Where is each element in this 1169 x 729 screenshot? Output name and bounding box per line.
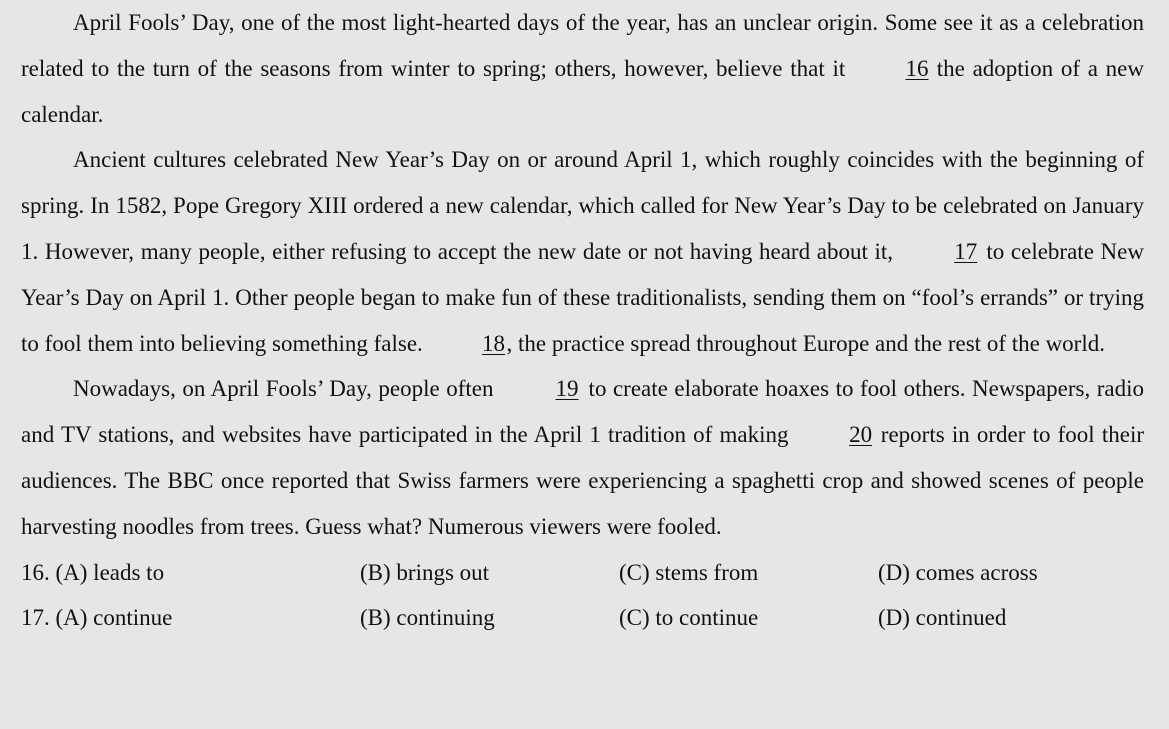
question-16-option-d[interactable]: (D) comes across — [878, 559, 1038, 585]
blank-19: 19 — [555, 376, 579, 402]
paragraph-1-text-before: April Fools’ Day, one of the most light-hearted days of the year, has an unclear origin. Some see it as a celebration related to the turn of the seasons from winter to spring; others, however, believe that it — [21, 10, 1144, 81]
question-17-option-d[interactable]: (D) continued — [878, 605, 1007, 631]
paragraph-3 — [21, 366, 1144, 549]
passage — [21, 0, 1144, 550]
paragraph-3-text-mid: to create elaborate hoaxes to fool others. Newspapers, radio and TV stations, and websites have participated in the April 1 tradition of making — [21, 376, 1144, 448]
question-17-option-c[interactable]: (C) to continue — [619, 605, 759, 631]
question-16-option-b[interactable]: (B) brings out — [360, 559, 490, 585]
question-16-option-a[interactable] — [21, 550, 360, 596]
answer-options — [21, 550, 1144, 642]
question-16-option-c[interactable]: (C) stems from — [619, 559, 759, 585]
blank-16: 16 — [905, 55, 929, 81]
question-17-number: 17. — [21, 605, 50, 631]
paragraph-3-text-after: reports in order to fool their audiences. The BBC once reported that Swiss farmers were experiencing a spaghetti crop and showed scenes of people harvesting noodles from trees. Guess what? Numerous viewers were fooled. — [21, 422, 1144, 539]
question-16-number: 16. — [21, 559, 50, 585]
question-17-options — [21, 595, 1144, 641]
question-17-option-a-label: (A) continue — [55, 605, 173, 631]
question-16-option-a-label: (A) leads to — [55, 559, 165, 585]
question-17-option-b[interactable]: (B) continuing — [360, 605, 495, 631]
paragraph-3-text-before: Nowadays, on April Fools’ Day, people often — [73, 376, 501, 402]
blank-20: 20 — [849, 422, 873, 448]
blank-17: 17 — [954, 238, 978, 264]
paragraph-1 — [21, 0, 1144, 137]
paragraph-2-text-after: , the practice spread throughout Europe and the rest of the world. — [506, 330, 1105, 356]
paragraph-2-text-mid: to celebrate New Year’s Day on April 1. Other people began to make fun of these traditionalists, sending them on “fool’s errands” or trying to fool them into believing something false. — [21, 238, 1144, 356]
paragraph-1-text-after: the adoption of a new calendar. — [21, 55, 1144, 127]
paragraph-2-text-before: Ancient cultures celebrated New Year’s Day on or around April 1, which roughly coincides with the beginning of spring. In 1582, Pope Gregory XIII ordered a new calendar, which called for New Year’s Day to be celebrated on January 1. However, many people, either refusing to accept the new date or not having heard about it, — [21, 147, 1144, 264]
question-17-option-a[interactable] — [21, 595, 360, 641]
paragraph-2 — [21, 137, 1144, 366]
blank-18: 18 — [482, 330, 506, 356]
question-16-options — [21, 550, 1144, 596]
